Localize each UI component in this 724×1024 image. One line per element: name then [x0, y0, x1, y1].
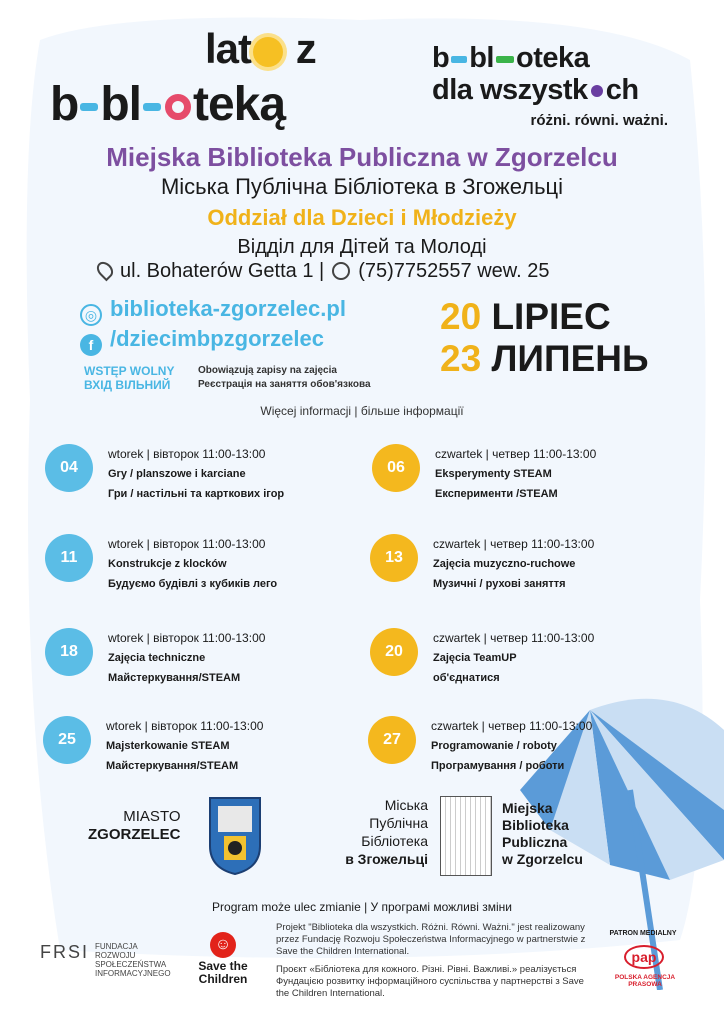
website-link[interactable]: ◎ biblioteka-zgorzelec.pl [80, 296, 346, 326]
swim-ring-icon [165, 94, 191, 120]
day-circle: 20 [370, 628, 418, 676]
day-circle: 11 [45, 534, 93, 582]
phone-icon [332, 262, 350, 280]
facebook-icon: f [80, 334, 102, 356]
patron-label: PATRON MEDIALNY [609, 930, 677, 937]
city-crest-icon [208, 796, 262, 876]
biblioteka-dla-wszystkich-logo: b bl oteka dla wszystk ch różni. równi. ważni. [432, 42, 682, 129]
mpb-logo-pl: Miejska Biblioteka Publiczna w Zgorzelcu [502, 800, 583, 867]
save-the-children-logo: ☺ Save the Children [198, 932, 248, 986]
free-entry: WSTĘP WOLNY ВХІД ВІЛЬНИЙ [84, 364, 175, 392]
address-line [98, 260, 549, 283]
pap-name: POLSKA AGENCJA PRASOWA [614, 974, 676, 988]
more-info: Więcej informacji | більше інформації [260, 404, 464, 418]
event-item: wtorek | вівторок 11:00-13:00 Gry / planszowe i karciane Гри / настільні та карткових ігор [108, 447, 285, 500]
day-circle: 27 [368, 716, 416, 764]
event-item: wtorek | вівторок 11:00-13:00 Konstrukcje z klocków Будуємо будівлі з кубиків лего [108, 537, 278, 590]
facebook-link[interactable]: f /dziecimbpzgorzelec [80, 326, 324, 356]
tagline: różni. równi. ważni. [530, 112, 668, 129]
pap-logo: pap [624, 945, 664, 969]
sun-icon [253, 37, 283, 67]
mpb-logo-ua: Міська Публічна Бібліотека в Згожельці [345, 797, 428, 867]
address: ul. Bohaterów Getta 1 | [120, 260, 325, 282]
phone: (75)7752557 wew. 25 [358, 260, 550, 282]
miasto-zgorzelec-logo: MIASTO ZGORZELEC [88, 808, 181, 843]
library-building-sketch [440, 796, 492, 876]
program-note: Program może ulec zmianie | У програмі можливі зміни [212, 900, 512, 914]
day-circle: 04 [45, 444, 93, 492]
event-item: wtorek | вівторок 11:00-13:00 Zajęcia techniczne Майстеркування/STEAM [108, 631, 266, 684]
frsi-name: FUNDACJA ROZWOJU SPOŁECZEŃSTWA INFORMACYJNEGO [95, 942, 171, 978]
library-title-ua: Міська Публічна Бібліотека в Згожельці [160, 174, 564, 199]
globe-icon: ◎ [80, 304, 102, 326]
day-circle: 18 [45, 628, 93, 676]
location-pin-icon [94, 259, 117, 282]
frsi-logo: FRSI [40, 942, 90, 962]
event-item: czwartek | четвер 11:00-13:00 Programowanie / roboty Програмування / роботи [431, 719, 593, 772]
department-title-pl: Oddział dla Dzieci i Młodzieży [207, 205, 517, 230]
event-item: czwartek | четвер 11:00-13:00 Eksperymenty STEAM Експерименти /STEAM [435, 447, 597, 500]
library-title-pl: Miejska Biblioteka Publiczna w Zgorzelcu [106, 142, 618, 172]
project-info: Projekt "Biblioteka dla wszystkich. Różni. Równi. Ważni." jest realizowany przez Fundację Rozwoju Społeczeństwa Informacyjnego w partnerstwie z Save the Children International. Проєкт «Бібліотека для кожного. Різні. Рівні. Важливі.» реалізується Фундацією розвитку інформаційного суспільства у партнерстві з Save the Children International. [276, 922, 586, 999]
event-dates: 20 LIPIEC 23 ЛИПЕНЬ [440, 296, 649, 379]
event-item: czwartek | четвер 11:00-13:00 Zajęcia muzyczno-ruchowe Музичні / рухові заняття [433, 537, 595, 590]
lato-z-biblioteka-logo: lat z b bl teką [50, 25, 316, 131]
event-item: czwartek | четвер 11:00-13:00 Zajęcia TeamUP об'єднатися [433, 631, 595, 684]
event-item: wtorek | вівторок 11:00-13:00 Majsterkowanie STEAM Майстеркування/STEAM [106, 719, 264, 772]
day-circle: 25 [43, 716, 91, 764]
department-title-ua: Відділ для Дітей та Молоді [237, 236, 487, 258]
save-the-children-icon: ☺ [210, 932, 236, 958]
day-circle: 13 [370, 534, 418, 582]
day-circle: 06 [372, 444, 420, 492]
registration-note: Obowiązują zapisy na zajęcia Реєстрація на заняття обов'язкова [198, 365, 371, 390]
